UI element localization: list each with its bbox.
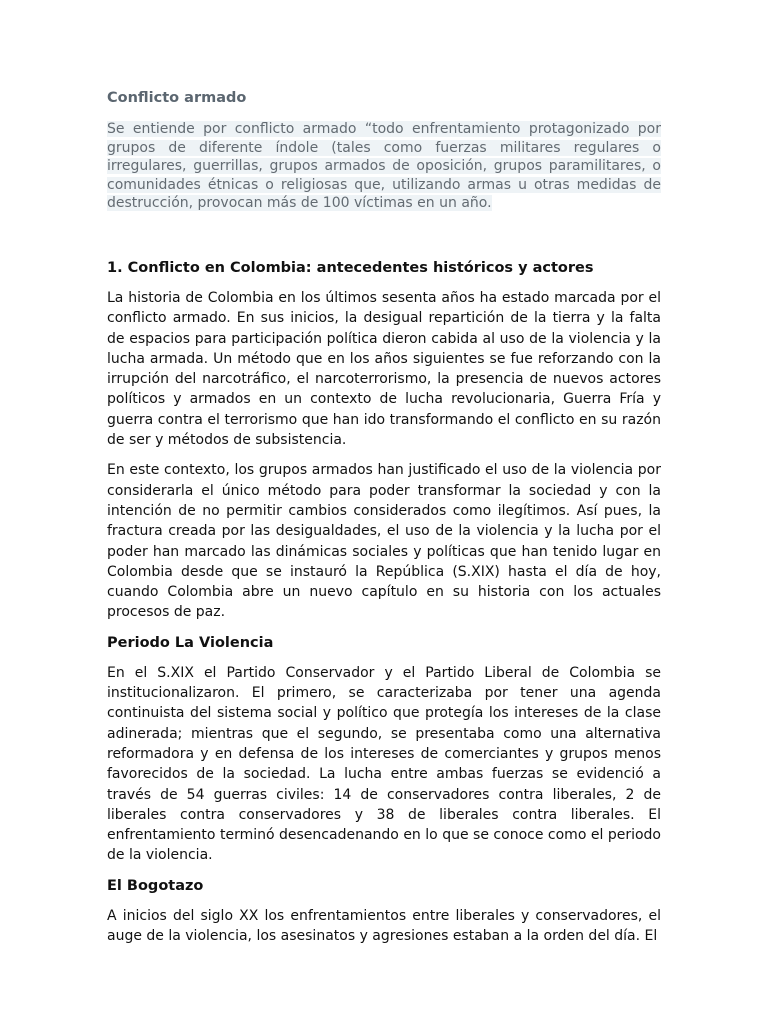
paragraph: En el S.XIX el Partido Conservador y el Partido Liberal de Colombia se institucionalizaron. El primero, se caracterizaba por tener una agenda continuista del sistema social y político que protegía los intereses de la clase adinerada; mientras que el segundo, se presentaba como una alternativa reformadora y en defensa de los intereses de comerciantes y grupos menos favorecidos de la sociedad. La lucha entre ambas fuerzas se evidenció a través de 54 guerras civiles: 14 de conservadores contra liberales, 2 de liberales contra conservadores y 38 de liberales contra liberales. El enfrentamiento terminó desencadenando en lo que se conoce como el periodo de la violencia. [107, 664, 661, 864]
subheading-violencia: Periodo La Violencia [107, 634, 274, 651]
paragraph: La historia de Colombia en los últimos sesenta años ha estado marcada por el conflicto armado. En sus inicios, la desigual repartición de la tierra y la falta de espacios para participación política dieron cabida al uso de la violencia y la lucha armada. Un método que en los años siguientes se fue reforzando con la irrupción del narcotráfico, el narcoterrorismo, la presencia de nuevos actores políticos y armados en un contexto de lucha revolucionaria, Guerra Fría y guerra contra el terrorismo que han ido transformando el conflicto en su razón de ser y métodos de subsistencia. [107, 289, 661, 449]
document-body [107, 88, 661, 956]
subheading-bogotazo: El Bogotazo [107, 877, 204, 894]
intro-quote [107, 120, 661, 213]
paragraph: En este contexto, los grupos armados han justificado el uso de la violencia por considerarla el único método para poder transformar la sociedad y con la intención de no permitir cambios considerados como ilegítimos. Así pues, la fractura creada por las desigualdades, el uso de la violencia y la lucha por el poder han marcado las dinámicas sociales y políticas que han tenido lugar en Colombia desde que se instauró la República (S.XIX) hasta el día de hoy, cuando Colombia abre un nuevo capítulo en su historia con los actuales procesos de paz. [107, 462, 661, 621]
spacer [107, 213, 661, 258]
section-title: 1. Conflicto en Colombia: antecedentes históricos y actores [107, 259, 594, 276]
intro-quote-text: Se entiende por conflicto armado “todo enfrentamiento protagonizado por grupos de diferente índole (tales como fuerzas militares regulares o irregulares, guerrillas, grupos armados de oposición, grupos paramilitares, o comunidades étnicas o religiosas que, utilizando armas u otras medidas de destrucción, provocan más de 100 víctimas en un año. [107, 121, 661, 212]
intro-title: Conflicto armado [107, 90, 247, 106]
paragraph: A inicios del siglo XX los enfrentamientos entre liberales y conservadores, el auge de la violencia, los asesinatos y agresiones estaban a la orden del día. El [107, 907, 661, 944]
